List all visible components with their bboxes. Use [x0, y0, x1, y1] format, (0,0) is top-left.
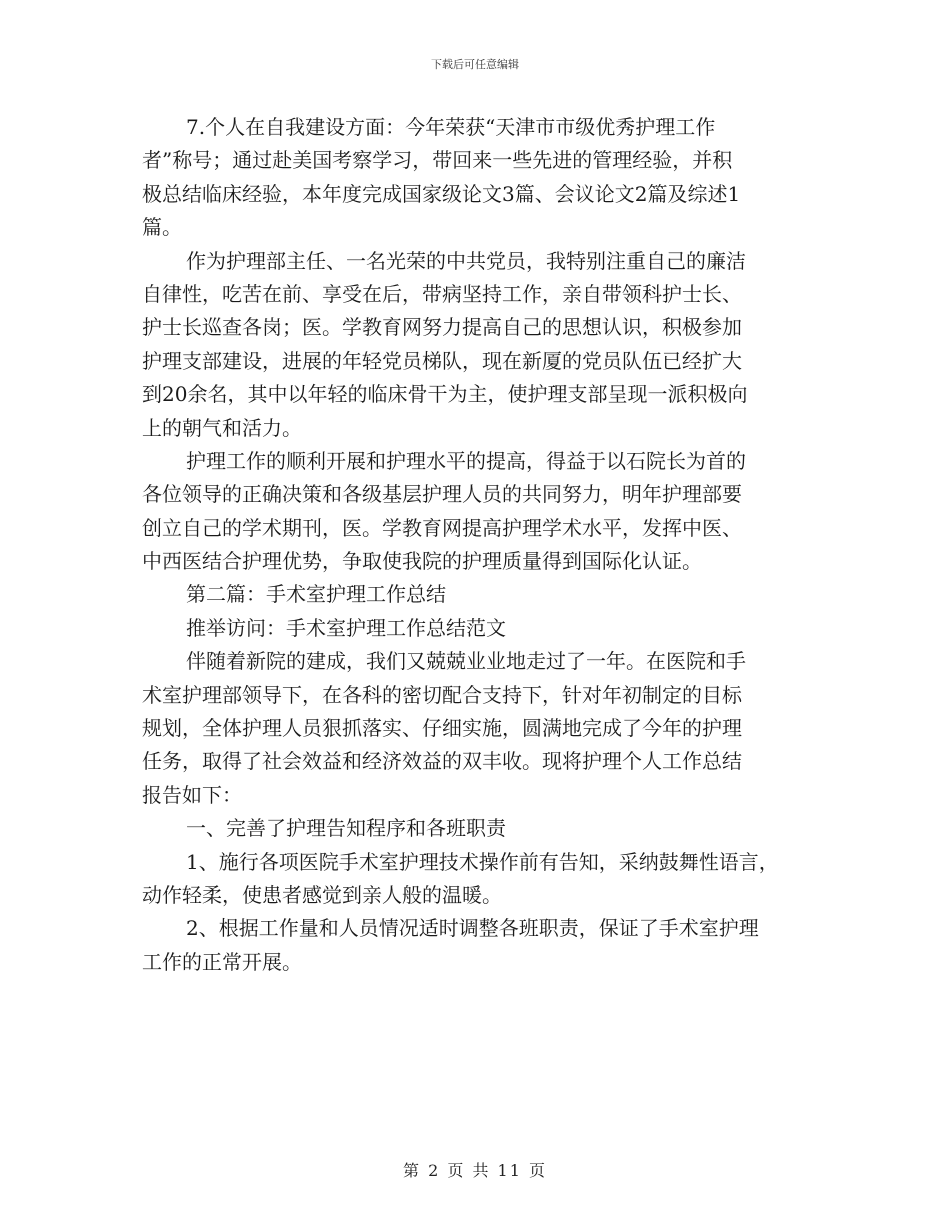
text-line: 报告如下：: [142, 782, 242, 807]
text-line: 术室护理部领导下，在各科的密切配合支持下，针对年初制定的目标: [142, 682, 742, 707]
text-line: 工作的正常开展。: [142, 949, 302, 974]
page-header: 下载后可任意编辑: [431, 58, 519, 71]
text-line: 作为护理部主任、一名光荣的中共党员，我特别注重自己的廉洁: [186, 248, 746, 273]
text-line: 1、施行各项医院手术室护理技术操作前有告知，采纳鼓舞性语言，: [186, 849, 779, 874]
text-line: 护士长巡查各岗；医。学教育网努力提高自己的思想认识，积极参加: [142, 315, 742, 340]
document-body: [142, 111, 822, 979]
text-line: 中西医结合护理优势，争取使我院的护理质量得到国际化认证。: [142, 549, 702, 574]
text-line: 自律性，吃苦在前、享受在后，带病坚持工作，亲自带领科护士长、: [142, 281, 742, 306]
text-line: 上的朝气和活力。: [142, 415, 302, 440]
text-line: 各位领导的正确决策和各级基层护理人员的共同努力，明年护理部要: [142, 482, 742, 507]
text-line: 到20余名，其中以年轻的临床骨干为主，使护理支部呈现一派积极向: [142, 382, 748, 407]
text-line: 第二篇：手术室护理工作总结: [186, 582, 446, 607]
text-line: 动作轻柔，使患者感觉到亲人般的温暖。: [142, 882, 502, 907]
text-line: 规划，全体护理人员狠抓落实、仔细实施，圆满地完成了今年的护理: [142, 716, 742, 741]
text-line: 护理支部建设，进展的年轻党员梯队，现在新厦的党员队伍已经扩大: [142, 348, 742, 373]
text-line: 2、根据工作量和人员情况适时调整各班职责，保证了手术室护理: [186, 916, 759, 941]
page-footer-page-number: 第 2 页 共 11 页: [403, 1161, 547, 1180]
text-line: 推举访问：手术室护理工作总结范文: [186, 615, 506, 640]
text-line: 者”称号；通过赴美国考察学习，带回来一些先进的管理经验，并积: [142, 148, 733, 173]
text-line: 护理工作的顺利开展和护理水平的提高，得益于以石院长为首的: [186, 448, 746, 473]
text-line: 任务，取得了社会效益和经济效益的双丰收。现将护理个人工作总结: [142, 749, 742, 774]
text-line: 一、完善了护理告知程序和各班职责: [186, 816, 506, 841]
text-line: 极总结临床经验，本年度完成国家级论文3篇、会议论文2篇及综述1: [142, 181, 741, 206]
text-line: 伴随着新院的建成，我们又兢兢业业地走过了一年。在医院和手: [186, 649, 746, 674]
text-line: 7.个人在自我建设方面：今年荣获“天津市市级优秀护理工作: [186, 115, 716, 139]
text-line: 创立自己的学术期刊，医。学教育网提高护理学术水平，发挥中医、: [142, 515, 742, 540]
text-line: 篇。: [142, 215, 182, 240]
